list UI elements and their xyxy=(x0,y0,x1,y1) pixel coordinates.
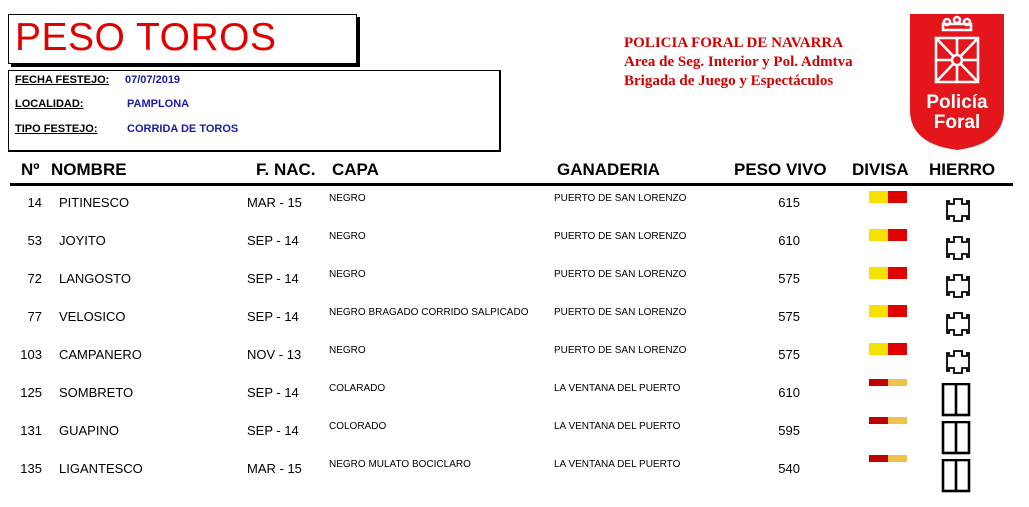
cell-capa: NEGRO xyxy=(329,345,366,356)
table-row xyxy=(0,379,1029,417)
cross-brand-icon xyxy=(941,345,975,379)
cell-ganaderia: PUERTO DE SAN LORENZO xyxy=(554,269,687,280)
cell-ganaderia: PUERTO DE SAN LORENZO xyxy=(554,345,687,356)
table-row xyxy=(0,341,1029,379)
cross-brand-icon xyxy=(941,193,975,227)
header-fnac: F. NAC. xyxy=(256,160,316,179)
divisa-swatch xyxy=(869,455,907,462)
table-row xyxy=(0,303,1029,341)
cell-ganaderia: PUERTO DE SAN LORENZO xyxy=(554,307,687,318)
header-divider xyxy=(10,183,1013,186)
divisa-swatch xyxy=(869,379,907,386)
window-brand-icon xyxy=(941,421,975,455)
cell-nombre: SOMBRETO xyxy=(59,385,134,400)
table-row xyxy=(0,417,1029,455)
cell-fnac: SEP - 14 xyxy=(247,233,299,248)
info-label: FECHA FESTEJO: xyxy=(15,74,110,86)
cell-num: 53 xyxy=(27,233,42,248)
title-box xyxy=(8,14,357,64)
cell-peso: 595 xyxy=(778,423,800,438)
table-row xyxy=(0,227,1029,265)
cross-brand-icon xyxy=(941,269,975,303)
divisa-swatch xyxy=(869,417,907,424)
cell-nombre: LIGANTESCO xyxy=(59,461,143,476)
divisa-swatch xyxy=(869,267,907,279)
cell-fnac: SEP - 14 xyxy=(247,423,299,438)
divisa-swatch xyxy=(869,305,907,317)
cell-nombre: LANGOSTO xyxy=(59,271,132,286)
table-row xyxy=(0,455,1029,493)
policia-foral-logo xyxy=(910,14,1004,150)
page-title: PESO TOROS xyxy=(15,16,277,59)
cell-ganaderia: LA VENTANA DEL PUERTO xyxy=(554,459,681,470)
header-capa: CAPA xyxy=(332,160,379,179)
cell-num: 77 xyxy=(27,309,42,324)
cell-nombre: CAMPANERO xyxy=(59,347,142,362)
cell-fnac: SEP - 14 xyxy=(247,309,299,324)
cell-num: 72 xyxy=(27,271,42,286)
cell-ganaderia: PUERTO DE SAN LORENZO xyxy=(554,193,687,204)
info-label: LOCALIDAD: xyxy=(15,98,84,110)
cell-num: 135 xyxy=(20,461,42,476)
cell-fnac: MAR - 15 xyxy=(247,461,302,476)
cell-capa: COLORADO xyxy=(329,421,387,432)
cell-capa: COLARADO xyxy=(329,383,386,394)
logo-text-line2: Foral xyxy=(933,112,981,133)
window-brand-icon xyxy=(941,383,975,417)
cell-peso: 540 xyxy=(778,461,800,476)
header-hierro: HIERRO xyxy=(929,160,996,179)
organization-block xyxy=(624,34,853,91)
cell-peso: 615 xyxy=(778,195,800,210)
info-label: TIPO FESTEJO: xyxy=(15,123,98,135)
cell-capa: NEGRO xyxy=(329,193,366,204)
cell-capa: NEGRO MULATO BOCICLARO xyxy=(329,459,471,470)
divisa-swatch xyxy=(869,229,907,241)
cell-fnac: NOV - 13 xyxy=(247,347,302,362)
header-ganaderia: GANADERIA xyxy=(557,160,660,179)
header-divisa: DIVISA xyxy=(852,160,909,179)
cell-peso: 610 xyxy=(778,385,800,400)
cell-num: 131 xyxy=(20,423,42,438)
table-row xyxy=(0,265,1029,303)
cross-brand-icon xyxy=(941,307,975,341)
org-line: Area de Seg. Interior y Pol. Admtva xyxy=(624,54,853,70)
cell-num: 125 xyxy=(20,385,42,400)
cell-ganaderia: LA VENTANA DEL PUERTO xyxy=(554,421,681,432)
logo-text-line1: Policía xyxy=(926,92,988,113)
cell-fnac: SEP - 14 xyxy=(247,271,299,286)
cell-capa: NEGRO xyxy=(329,269,366,280)
cell-nombre: VELOSICO xyxy=(59,309,126,324)
cell-capa: NEGRO BRAGADO CORRIDO SALPICADO xyxy=(329,307,529,318)
cell-peso: 575 xyxy=(778,271,800,286)
cell-ganaderia: PUERTO DE SAN LORENZO xyxy=(554,231,687,242)
info-value: PAMPLONA xyxy=(127,98,190,110)
cell-peso: 575 xyxy=(778,347,800,362)
window-brand-icon xyxy=(941,459,975,493)
cell-nombre: GUAPINO xyxy=(59,423,119,438)
header-peso: PESO VIVO xyxy=(734,160,827,179)
table-row xyxy=(0,189,1029,227)
cell-nombre: PITINESCO xyxy=(59,195,130,210)
cell-fnac: MAR - 15 xyxy=(247,195,302,210)
cell-peso: 610 xyxy=(778,233,800,248)
divisa-swatch xyxy=(869,343,907,355)
cell-peso: 575 xyxy=(778,309,800,324)
cell-ganaderia: LA VENTANA DEL PUERTO xyxy=(554,383,681,394)
info-value: 07/07/2019 xyxy=(125,74,181,86)
event-info-box xyxy=(8,70,501,152)
org-line: POLICIA FORAL DE NAVARRA xyxy=(624,35,844,51)
cell-num: 103 xyxy=(20,347,42,362)
cell-num: 14 xyxy=(27,195,42,210)
cross-brand-icon xyxy=(941,231,975,265)
header-nombre: NOMBRE xyxy=(51,160,127,179)
org-line: Brigada de Juego y Espectáculos xyxy=(624,73,834,89)
header-num: Nº xyxy=(21,160,40,179)
cell-capa: NEGRO xyxy=(329,231,366,242)
info-value: CORRIDA DE TOROS xyxy=(127,123,239,135)
cell-fnac: SEP - 14 xyxy=(247,385,299,400)
divisa-swatch xyxy=(869,191,907,203)
table-header xyxy=(0,158,1029,184)
cell-nombre: JOYITO xyxy=(59,233,106,248)
